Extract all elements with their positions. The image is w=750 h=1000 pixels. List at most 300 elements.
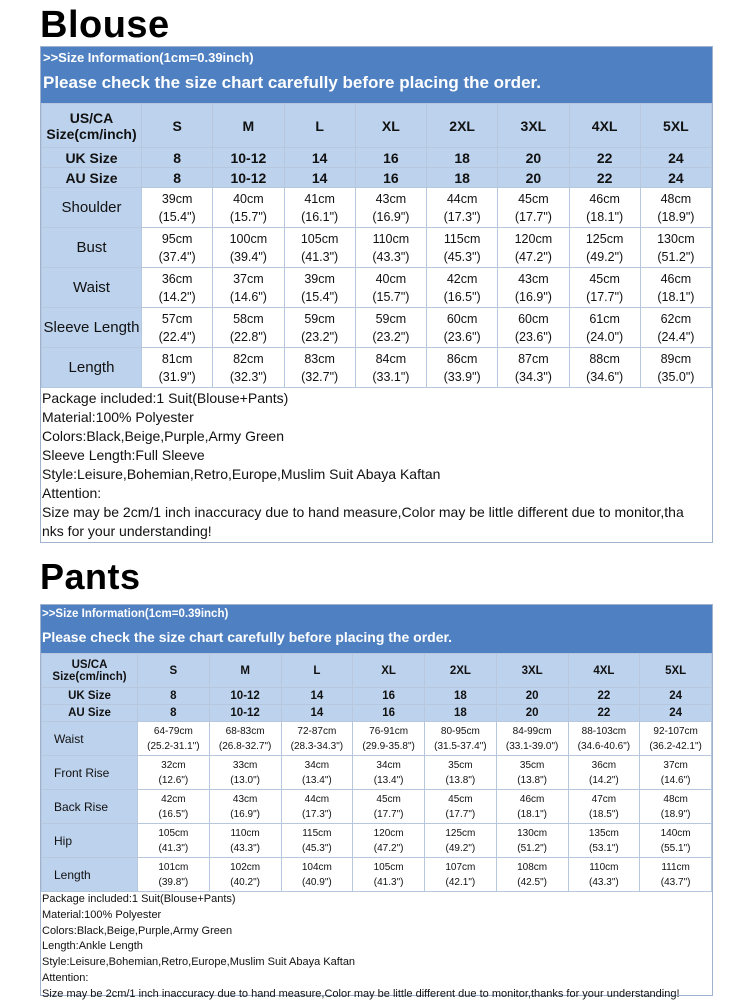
inch-value: (16.5") — [443, 289, 481, 304]
blouse-au-size-row — [42, 168, 712, 188]
blouse-note-line: Sleeve Length:Full Sleeve — [42, 447, 205, 463]
cm-value: 88cm — [589, 351, 620, 366]
pants-size-l: L — [281, 654, 353, 688]
pants-back-rise-value — [353, 790, 425, 824]
cm-value: 110cm — [230, 827, 260, 839]
pants-length-value — [568, 858, 640, 892]
inch-value: (31.5-37.4") — [434, 740, 487, 752]
blouse-shoulder-value — [640, 188, 711, 228]
blouse-size-chart — [40, 46, 713, 543]
cm-value: 92-107cm — [653, 725, 698, 737]
pants-hip-value — [138, 824, 210, 858]
pants-au-size-cell: 22 — [568, 705, 640, 722]
inch-value: (39.4") — [229, 249, 267, 264]
cm-value: 40cm — [233, 191, 264, 206]
pants-au-size-cell: 10-12 — [209, 705, 281, 722]
cm-value: 33cm — [232, 759, 258, 771]
blouse-sleeve-length-label: Sleeve Length — [42, 308, 142, 348]
inch-value: (55.1") — [660, 842, 691, 854]
pants-note-line: Package included:1 Suit(Blouse+Pants) — [42, 893, 236, 905]
cm-value: 102cm — [230, 861, 261, 873]
blouse-au-size-cell: 18 — [427, 168, 498, 188]
blouse-uk-size-cell: 16 — [355, 148, 426, 168]
cm-value: 84-99cm — [512, 725, 552, 737]
inch-value: (34.3") — [514, 369, 552, 384]
blouse-note-line: Package included:1 Suit(Blouse+Pants) — [42, 390, 289, 406]
inch-value: (23.6") — [443, 329, 481, 344]
cm-value: 57cm — [161, 311, 193, 326]
pants-uk-size-cell: 18 — [425, 688, 497, 705]
pants-waist-value — [281, 722, 353, 756]
pants-note-line: Style:Leisure,Bohemian,Retro,Europe,Muslim Suit Abaya Kaftan — [42, 956, 356, 969]
inch-value: (47.2") — [514, 249, 552, 264]
pants-front-rise-value — [425, 756, 497, 790]
blouse-uk-size-label: UK Size — [42, 148, 142, 168]
cm-value: 76-91cm — [369, 725, 409, 737]
cm-value: 80-95cm — [440, 725, 480, 737]
cm-value: 46cm — [519, 793, 545, 805]
inch-value: (24.0") — [586, 329, 624, 344]
cm-value: 42cm — [161, 793, 186, 805]
pants-uk-size-row — [42, 688, 712, 705]
blouse-uk-size-cell: 10-12 — [213, 148, 284, 168]
pants-length-label: Length — [42, 858, 138, 892]
inch-value: (18.1") — [517, 808, 547, 820]
pants-uk-size-cell: 14 — [281, 688, 353, 705]
cm-value: 61cm — [589, 311, 620, 326]
inch-value: (49.2") — [586, 249, 624, 264]
pants-size-chart — [40, 604, 713, 1000]
cm-value: 37cm — [663, 759, 688, 771]
inch-value: (13.0") — [230, 774, 260, 786]
cm-value: 58cm — [233, 311, 264, 326]
cm-value: 125cm — [585, 231, 624, 246]
pants-waist-value — [568, 722, 640, 756]
cm-value: 39cm — [304, 271, 335, 286]
blouse-size-4xl: 4XL — [569, 104, 640, 148]
blouse-check-notice: Please check the size chart carefully before placing the order. — [43, 73, 541, 92]
pants-size-5xl: 5XL — [640, 654, 712, 688]
cm-value: 86cm — [446, 351, 478, 366]
pants-us-size-label: US/CA Size(cm/inch) — [42, 654, 138, 688]
inch-value: (13.8") — [517, 774, 547, 786]
blouse-sleeve-length-value — [569, 308, 640, 348]
cm-value: 35cm — [519, 759, 545, 771]
pants-back-rise-row — [42, 790, 712, 824]
inch-value: (25.2-31.1") — [147, 740, 200, 752]
blouse-uk-size-cell: 18 — [427, 148, 498, 168]
inch-value: (43.3") — [589, 876, 619, 888]
pants-au-size-row — [42, 705, 712, 722]
inch-value: (16.5") — [158, 808, 189, 820]
cm-value: 45cm — [589, 271, 620, 286]
cm-value: 64-79cm — [153, 725, 193, 737]
pants-info-header — [41, 605, 712, 653]
cm-value: 39cm — [161, 191, 193, 206]
pants-size-xl: XL — [353, 654, 425, 688]
pants-hip-value — [640, 824, 712, 858]
blouse-sleeve-length-value — [213, 308, 284, 348]
inch-value: (42.5") — [517, 876, 547, 888]
pants-waist-value — [496, 722, 568, 756]
blouse-length-value — [142, 348, 213, 388]
inch-value: (33.9") — [443, 369, 481, 384]
blouse-title: Blouse — [40, 4, 170, 46]
cm-value: 41cm — [304, 191, 335, 206]
cm-value: 110cm — [589, 861, 619, 873]
pants-front-rise-value — [496, 756, 568, 790]
inch-value: (17.3") — [443, 209, 481, 224]
cm-value: 125cm — [445, 827, 476, 839]
cm-value: 130cm — [657, 231, 695, 246]
pants-uk-size-cell: 24 — [640, 688, 712, 705]
blouse-bust-value — [569, 228, 640, 268]
blouse-bust-value — [498, 228, 569, 268]
pants-note-line: Material:100% Polyester — [42, 908, 162, 921]
blouse-size-info-line: >>Size Information(1cm=0.39inch) — [43, 50, 254, 65]
blouse-length-label: Length — [42, 348, 142, 388]
blouse-uk-size-cell: 20 — [498, 148, 569, 168]
inch-value: (43.7") — [660, 876, 691, 888]
blouse-shoulder-row — [42, 188, 712, 228]
pants-front-rise-value — [568, 756, 640, 790]
cm-value: 104cm — [301, 861, 332, 873]
pants-hip-value — [281, 824, 353, 858]
cm-value: 140cm — [660, 827, 691, 839]
pants-hip-row — [42, 824, 712, 858]
pants-waist-row — [42, 722, 712, 756]
inch-value: (23.6") — [514, 329, 552, 344]
cm-value: 45cm — [376, 793, 401, 805]
blouse-au-size-cell: 24 — [640, 168, 711, 188]
pants-size-2xl: 2XL — [425, 654, 497, 688]
cm-value: 45cm — [448, 793, 473, 805]
inch-value: (17.7") — [586, 289, 624, 304]
inch-value: (23.2") — [301, 329, 339, 344]
blouse-bust-row — [42, 228, 712, 268]
blouse-length-value — [427, 348, 498, 388]
pants-title: Pants — [40, 556, 141, 597]
cm-value: 34cm — [304, 759, 330, 771]
cm-value: 48cm — [660, 191, 692, 206]
inch-value: (37.4") — [158, 249, 196, 264]
inch-value: (17.7") — [514, 209, 552, 224]
blouse-size-s: S — [142, 104, 213, 148]
blouse-uk-size-cell: 14 — [284, 148, 355, 168]
pants-uk-size-label: UK Size — [42, 688, 138, 705]
inch-value: (15.4") — [301, 289, 339, 304]
pants-size-4xl: 4XL — [568, 654, 640, 688]
cm-value: 59cm — [304, 311, 335, 326]
inch-value: (17.7") — [445, 808, 476, 820]
pants-hip-value — [209, 824, 281, 858]
inch-value: (26.8-32.7") — [218, 740, 272, 752]
pants-uk-size-cell: 10-12 — [209, 688, 281, 705]
pants-size-info-line: >>Size Information(1cm=0.39inch) — [42, 608, 229, 620]
inch-value: (13.4") — [302, 774, 332, 786]
inch-value: (33.1-39.0") — [505, 740, 559, 752]
blouse-waist-value — [142, 268, 213, 308]
inch-value: (47.2") — [373, 842, 404, 854]
pants-front-rise-value — [640, 756, 712, 790]
blouse-length-value — [640, 348, 711, 388]
inch-value: (13.8") — [445, 774, 476, 786]
cm-value: 89cm — [660, 351, 692, 366]
blouse-au-size-cell: 14 — [284, 168, 355, 188]
pants-front-rise-value — [209, 756, 281, 790]
blouse-bust-value — [142, 228, 213, 268]
inch-value: (14.2") — [158, 289, 196, 304]
cm-value: 43cm — [518, 271, 549, 286]
blouse-size-2xl: 2XL — [427, 104, 498, 148]
inch-value: (32.7") — [301, 369, 339, 384]
inch-value: (43.3") — [230, 842, 260, 854]
blouse-au-size-cell: 10-12 — [213, 168, 284, 188]
blouse-waist-value — [640, 268, 711, 308]
blouse-uk-size-cell: 22 — [569, 148, 640, 168]
inch-value: (16.1") — [301, 209, 339, 224]
inch-value: (35.0") — [657, 369, 695, 384]
blouse-waist-value — [498, 268, 569, 308]
inch-value: (18.9") — [660, 808, 691, 820]
inch-value: (16.9") — [514, 289, 552, 304]
cm-value: 120cm — [514, 231, 553, 246]
pants-uk-size-cell: 20 — [496, 688, 568, 705]
pants-note-line: Attention: — [42, 971, 89, 984]
pants-note-line: Size may be 2cm/1 inch inaccuracy due to hand measure,Color may be little different due to monitor,thanks for your understanding! — [42, 987, 680, 1000]
cm-value: 48cm — [663, 793, 688, 805]
pants-hip-label: Hip — [42, 824, 138, 858]
blouse-length-value — [213, 348, 284, 388]
blouse-note-line: Style:Leisure,Bohemian,Retro,Europe,Muslim Suit Abaya Kaftan — [42, 466, 441, 482]
blouse-waist-value — [355, 268, 426, 308]
blouse-bust-value — [427, 228, 498, 268]
blouse-size-table — [41, 103, 712, 388]
inch-value: (17.3") — [302, 808, 332, 820]
pants-back-rise-value — [496, 790, 568, 824]
blouse-bust-value — [355, 228, 426, 268]
blouse-shoulder-value — [427, 188, 498, 228]
inch-value: (29.9-35.8") — [362, 740, 415, 752]
cm-value: 95cm — [161, 231, 193, 246]
cm-value: 60cm — [518, 311, 549, 326]
pants-waist-value — [640, 722, 712, 756]
cm-value: 101cm — [158, 861, 189, 873]
blouse-bust-label: Bust — [42, 228, 142, 268]
inch-value: (32.3") — [229, 369, 267, 384]
inch-value: (12.6") — [158, 774, 189, 786]
blouse-length-row — [42, 348, 712, 388]
pants-length-value — [496, 858, 568, 892]
cm-value: 36cm — [591, 759, 617, 771]
blouse-bust-value — [640, 228, 711, 268]
inch-value: (40.9") — [302, 876, 332, 888]
pants-waist-value — [425, 722, 497, 756]
inch-value: (41.3") — [301, 249, 339, 264]
pants-front-rise-label: Front Rise — [42, 756, 138, 790]
pants-hip-value — [425, 824, 497, 858]
pants-back-rise-value — [138, 790, 210, 824]
pants-check-notice: Please check the size chart carefully before placing the order. — [42, 629, 453, 645]
inch-value: (22.8") — [229, 329, 267, 344]
pants-hip-value — [353, 824, 425, 858]
cm-value: 46cm — [589, 191, 620, 206]
inch-value: (53.1") — [589, 842, 619, 854]
blouse-sleeve-length-value — [427, 308, 498, 348]
cm-value: 81cm — [161, 351, 193, 366]
cm-value: 44cm — [446, 191, 478, 206]
inch-value: (51.2") — [517, 842, 547, 854]
cm-value: 88-103cm — [581, 725, 627, 737]
inch-value: (31.9") — [158, 369, 196, 384]
inch-value: (33.1") — [372, 369, 410, 384]
cm-value: 45cm — [518, 191, 549, 206]
inch-value: (18.9") — [657, 209, 695, 224]
cm-value: 43cm — [232, 793, 258, 805]
blouse-shoulder-value — [213, 188, 284, 228]
pants-note-line: Length:Ankle Length — [42, 940, 143, 953]
cm-value: 32cm — [161, 759, 186, 771]
pants-length-value — [281, 858, 353, 892]
pants-length-value — [640, 858, 712, 892]
cm-value: 100cm — [229, 231, 268, 246]
blouse-sleeve-length-value — [498, 308, 569, 348]
blouse-waist-value — [427, 268, 498, 308]
inch-value: (16.9") — [230, 808, 260, 820]
cm-value: 82cm — [233, 351, 264, 366]
cm-value: 34cm — [376, 759, 401, 771]
blouse-size-l: L — [284, 104, 355, 148]
pants-hip-value — [496, 824, 568, 858]
cm-value: 46cm — [660, 271, 692, 286]
blouse-length-value — [284, 348, 355, 388]
pants-size-table — [41, 653, 712, 892]
cm-value: 59cm — [375, 311, 407, 326]
pants-length-row — [42, 858, 712, 892]
blouse-sleeve-length-row — [42, 308, 712, 348]
inch-value: (45.3") — [443, 249, 481, 264]
pants-front-rise-value — [138, 756, 210, 790]
blouse-length-value — [355, 348, 426, 388]
pants-front-rise-value — [353, 756, 425, 790]
blouse-shoulder-value — [569, 188, 640, 228]
inch-value: (13.4") — [373, 774, 404, 786]
pants-au-size-cell: 18 — [425, 705, 497, 722]
pants-front-rise-row — [42, 756, 712, 790]
pants-au-size-cell: 24 — [640, 705, 712, 722]
inch-value: (15.7") — [372, 289, 410, 304]
inch-value: (39.8") — [158, 876, 189, 888]
pants-length-value — [209, 858, 281, 892]
cm-value: 105cm — [158, 827, 189, 839]
inch-value: (45.3") — [302, 842, 332, 854]
pants-waist-value — [353, 722, 425, 756]
inch-value: (24.4") — [657, 329, 695, 344]
pants-waist-value — [138, 722, 210, 756]
cm-value: 105cm — [300, 231, 339, 246]
inch-value: (43.3") — [372, 249, 410, 264]
blouse-size-5xl: 5XL — [640, 104, 711, 148]
inch-value: (34.6") — [586, 369, 624, 384]
cm-value: 47cm — [591, 793, 617, 805]
blouse-au-size-cell: 22 — [569, 168, 640, 188]
blouse-info-header — [41, 47, 712, 103]
blouse-au-size-cell: 16 — [355, 168, 426, 188]
blouse-waist-value — [569, 268, 640, 308]
pants-au-size-cell: 8 — [138, 705, 210, 722]
pants-us-size-row — [42, 654, 712, 688]
cm-value: 62cm — [660, 311, 692, 326]
blouse-waist-value — [213, 268, 284, 308]
blouse-au-size-label: AU Size — [42, 168, 142, 188]
blouse-uk-size-cell: 8 — [142, 148, 213, 168]
cm-value: 84cm — [375, 351, 407, 366]
blouse-shoulder-value — [498, 188, 569, 228]
cm-value: 130cm — [517, 827, 548, 839]
cm-value: 115cm — [302, 827, 332, 839]
cm-value: 87cm — [518, 351, 549, 366]
blouse-waist-value — [284, 268, 355, 308]
inch-value: (41.3") — [158, 842, 189, 854]
inch-value: (14.6") — [660, 774, 691, 786]
inch-value: (28.3-34.3") — [290, 740, 344, 752]
pants-back-rise-value — [281, 790, 353, 824]
cm-value: 115cm — [443, 231, 481, 246]
blouse-note-line: nks for your understanding! — [42, 523, 212, 539]
cm-value: 110cm — [372, 231, 410, 246]
blouse-note-line: Attention: — [42, 485, 102, 501]
blouse-length-value — [498, 348, 569, 388]
pants-waist-label: Waist — [42, 722, 138, 756]
inch-value: (49.2") — [445, 842, 476, 854]
inch-value: (42.1") — [445, 876, 476, 888]
blouse-uk-size-row — [42, 148, 712, 168]
blouse-us-size-row — [42, 104, 712, 148]
pants-back-rise-value — [640, 790, 712, 824]
pants-length-value — [138, 858, 210, 892]
pants-waist-value — [209, 722, 281, 756]
blouse-sleeve-length-value — [640, 308, 711, 348]
pants-au-size-label: AU Size — [42, 705, 138, 722]
blouse-size-xl: XL — [355, 104, 426, 148]
pants-uk-size-cell: 22 — [568, 688, 640, 705]
cm-value: 72-87cm — [297, 725, 337, 737]
pants-back-rise-value — [568, 790, 640, 824]
pants-note-line: Colors:Black,Beige,Purple,Army Green — [42, 924, 233, 937]
cm-value: 83cm — [304, 351, 335, 366]
pants-back-rise-label: Back Rise — [42, 790, 138, 824]
blouse-shoulder-value — [284, 188, 355, 228]
cm-value: 68-83cm — [225, 725, 265, 737]
blouse-shoulder-value — [142, 188, 213, 228]
pants-length-value — [425, 858, 497, 892]
blouse-note-line: Size may be 2cm/1 inch inaccuracy due to hand measure,Color may be little different due to monitor,tha — [42, 504, 684, 520]
inch-value: (18.1") — [586, 209, 624, 224]
blouse-sleeve-length-value — [142, 308, 213, 348]
inch-value: (18.5") — [589, 808, 619, 820]
cm-value: 35cm — [448, 759, 473, 771]
inch-value: (22.4") — [158, 329, 196, 344]
cm-value: 42cm — [446, 271, 478, 286]
cm-value: 135cm — [588, 827, 619, 839]
inch-value: (17.7") — [373, 808, 404, 820]
inch-value: (34.6-40.6") — [577, 740, 631, 752]
blouse-waist-row — [42, 268, 712, 308]
blouse-uk-size-cell: 24 — [640, 148, 711, 168]
pants-au-size-cell: 14 — [281, 705, 353, 722]
blouse-size-3xl: 3XL — [498, 104, 569, 148]
blouse-sleeve-length-value — [355, 308, 426, 348]
